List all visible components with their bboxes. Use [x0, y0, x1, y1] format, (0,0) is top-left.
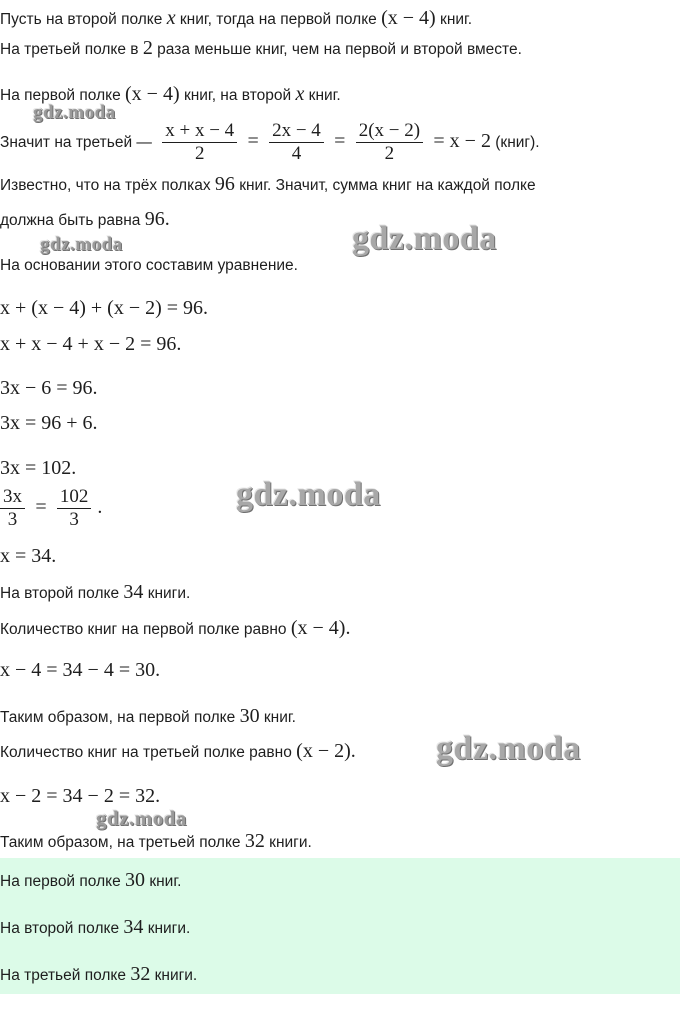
conclusion-6: x − 2 = 34 − 2 = 32.	[0, 785, 161, 807]
conclusion-1: На второй полке 34 книги.	[0, 581, 191, 603]
fraction-1: $\frac{x + x - 4}{2}$	[162, 120, 237, 165]
equation-4: 3x = 96 + 6.	[0, 412, 98, 434]
watermark: gdz.moda	[236, 476, 381, 513]
reasoning-line-4: должна быть равна 96.	[0, 208, 170, 230]
conclusion-5: Количество книг на третьей полке равно (x − 2).	[0, 740, 356, 762]
fraction-right: $\frac{102}{3}$	[57, 486, 92, 531]
watermark: gdz.moda	[352, 220, 497, 257]
equation-2: x + x − 4 + x − 2 = 96.	[0, 333, 182, 355]
fraction-left: $\frac{3x}{3}$	[0, 486, 25, 531]
watermark: gdz.moda	[96, 806, 187, 830]
conclusion-2: Количество книг на первой полке равно (x − 4).	[0, 617, 351, 639]
fraction-3: $\frac{2(x - 2)}{2}$	[356, 120, 423, 165]
equation-7: x = 34.	[0, 545, 57, 567]
intro-line-1: Пусть на второй полке x книг, тогда на первой полке (x − 4) книг.	[0, 7, 473, 29]
watermark: gdz.moda	[40, 234, 123, 255]
watermark: gdz.moda	[33, 102, 116, 123]
conclusion-7: Таким образом, на третьей полке 32 книги.	[0, 830, 312, 852]
reasoning-line-1: На первой полке (x − 4) книг, на второй x книг.	[0, 83, 341, 105]
reasoning-line-3: Известно, что на трёх полках 96 книг. Значит, сумма книг на каждой полке	[0, 173, 536, 195]
conclusion-3: x − 4 = 34 − 4 = 30.	[0, 659, 161, 681]
watermark: gdz.moda	[436, 730, 581, 767]
conclusion-4: Таким образом, на первой полке 30 книг.	[0, 705, 296, 727]
answer-line-3: На третьей полке 32 книги.	[0, 963, 198, 985]
equation-6: $\frac{3x}{3}$ = $\frac{102}{3}$ .	[0, 483, 102, 533]
equation-1: x + (x − 4) + (x − 2) = 96.	[0, 297, 209, 319]
equation-3: 3x − 6 = 96.	[0, 377, 98, 399]
reasoning-line-5: На основании этого составим уравнение.	[0, 257, 298, 274]
intro-line-2: На третьей полке в 2 раза меньше книг, чем на первой и второй вместе.	[0, 37, 522, 59]
third-shelf-formula: Значит на третьей — $\frac{x + x - 4}{2}$ = $\frac{2x - 4}{4}$ = $\frac{2(x - 2)}{2}$ = x − 2 (книг).	[0, 120, 540, 165]
fraction-2: $\frac{2x - 4}{4}$	[269, 120, 324, 165]
answer-line-1: На первой полке 30 книг.	[0, 869, 182, 891]
answer-line-2: На второй полке 34 книги.	[0, 916, 191, 938]
equation-5: 3x = 102.	[0, 457, 77, 479]
answer-box	[0, 858, 680, 994]
